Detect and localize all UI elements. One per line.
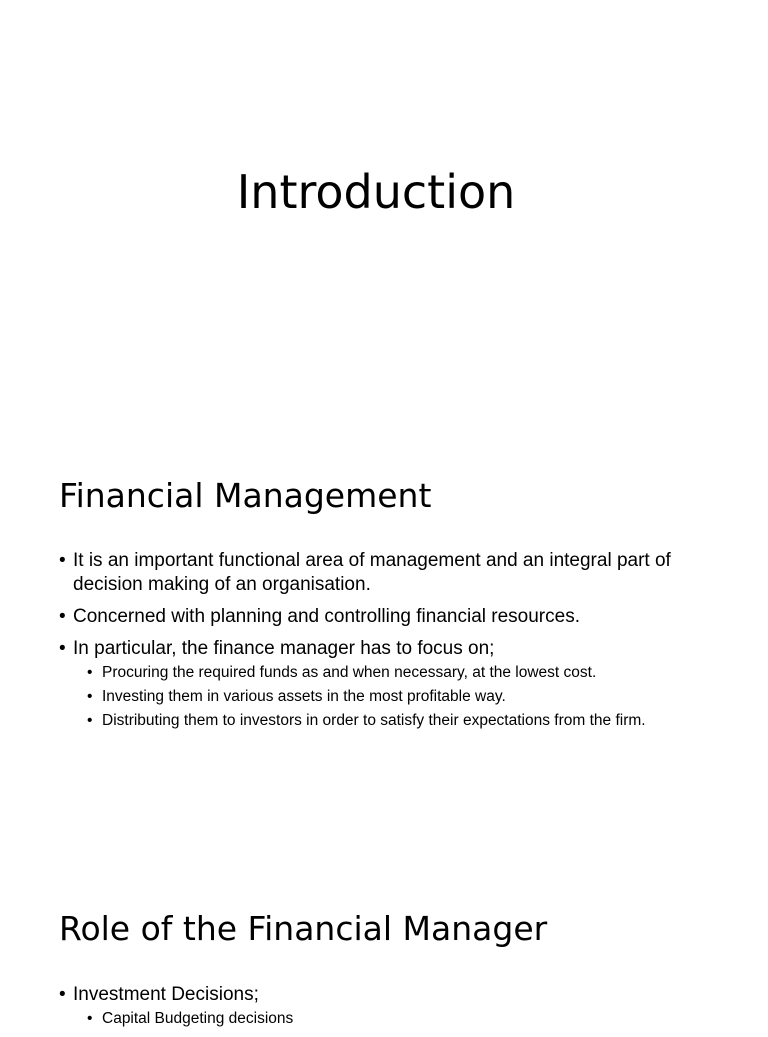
bullet-item-with-subs xyxy=(59,983,719,1029)
slide-financial-management xyxy=(0,432,768,864)
sub-bullet-item: • Capital Budgeting decisions xyxy=(87,1009,719,1029)
slide-heading: Financial Management xyxy=(59,476,432,515)
bullet-text: Investment Decisions; xyxy=(73,984,259,1005)
sub-bullet-list xyxy=(73,1009,719,1029)
bullet-list xyxy=(59,983,719,1037)
sub-bullet-item: • Procuring the required funds as and when necessary, at the lowest cost. xyxy=(87,663,719,683)
slide-title: Introduction xyxy=(236,165,516,219)
sub-bullet-item: • Distributing them to investors in order to satisfy their expectations from the firm. xyxy=(87,711,719,731)
bullet-item: • Concerned with planning and controlling financial resources. xyxy=(59,605,719,629)
sub-bullet-list xyxy=(73,663,719,731)
bullet-list xyxy=(59,549,719,739)
bullet-text: In particular, the finance manager has to focus on; xyxy=(73,638,495,659)
sub-bullet-item: • Investing them in various assets in the most profitable way. xyxy=(87,687,719,707)
slide-heading: Role of the Financial Manager xyxy=(59,909,548,948)
slide-role-of-financial-manager xyxy=(0,864,768,1027)
bullet-item: • It is an important functional area of management and an integral part of decision making of an organisation. xyxy=(59,549,719,597)
slide-introduction xyxy=(0,0,768,432)
bullet-item-with-subs xyxy=(59,637,719,731)
